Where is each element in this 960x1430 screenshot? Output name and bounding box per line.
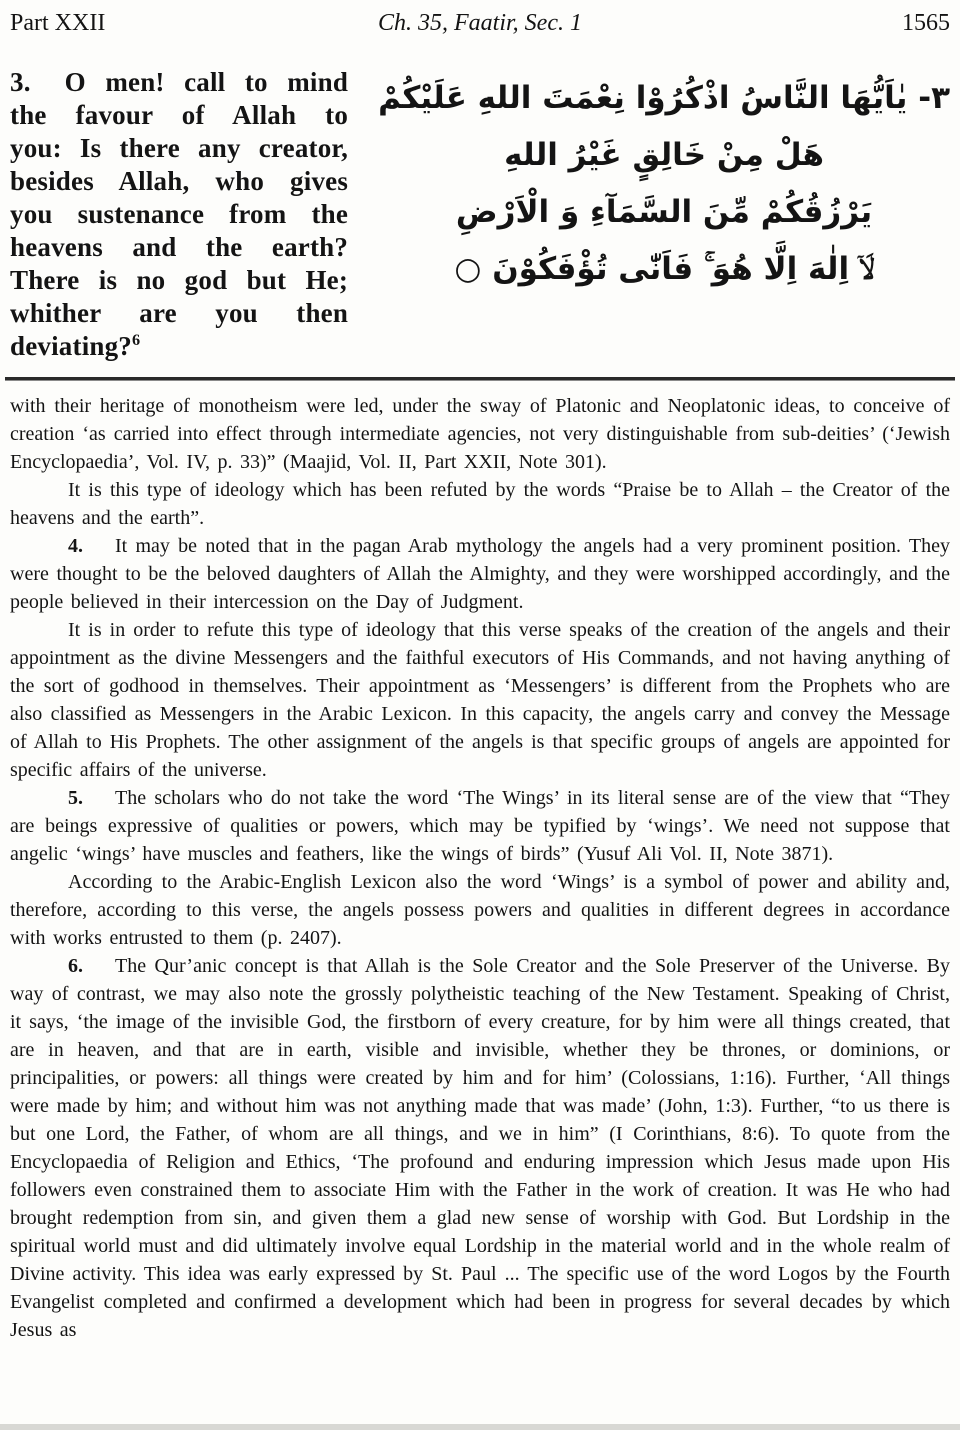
arabic-verse [348,66,950,363]
separator-rule [5,377,955,381]
note-number: 4. [68,535,83,557]
note-text: The scholars who do not take the word ‘The Wings’ in its literal sense are of the view that “They are beings expressive of qualities or powers, which may be typified by ‘wings’. We need not suppose that angelic ‘wings’ have muscles and feathers, like the wings of birds” (Yusuf Ali Vol. II, Note 3871). [10,787,950,865]
commentary-paragraph: It is this type of ideology which has been refuted by the words “Praise be to Allah – the Creator of the heavens and the earth”. [10,479,950,529]
note-text: The Qur’anic concept is that Allah is the Sole Creator and the Sole Preserver of the Universe. By way of contrast, we may also note the grossly polytheistic teaching of the New Testament. Speaking of Christ, it says, ‘the image of the invisible God, the firstborn of every creature, for by him were all things created, that are in heaven, and that are in earth, visible and invisible, whether they be thrones, or dominions, or principalities, or powers: all things were created by him and for him’ (Colossians, 1:16). Further, ‘All things were made by him; and without him was not anything made that was made’ (John, 1:3). Further, “to us there is but one Lord, the Father, of whom are all things, and we in him” (I Corinthians, 8:6). To quote from the Encyclopaedia of Religion and Ethics, ‘The profound and enduring impression which Jesus made upon His followers even constrained them to associate Him with the Father in the work of creation. It was He who had brought redemption from sin, and given them a glad new sense of worship with God. But Lordship in the spiritual world must and did ultimately involve equal Lordship in the material world and in the whole realm of Divine activity. This idea was early expressed by St. Paul ... The specific use of the word Logos by the Fourth Evangelist completed and confirmed a development which had been in progress for several decades by which Jesus as [10,955,950,1341]
arabic-line: لَاۤ اِلٰهَ اِلَّا هُوَ ۚ فَاَنّٰى تُؤْفَكُوْنَ ○ [454,251,874,287]
commentary-paragraph: It is in order to refute this type of ideology that this verse speaks of the creation of the angels and their appointment as the divine Messengers and the faithful executors of His Commands, and not having anything of the sort of godhood in themselves. Their appointment as ‘Messengers’ is different from the Prophets who are also classified as Messengers in the Arabic Lexicon. In this capacity, the angels carry and convey the Message of Allah to His Prophets. The other assignment of the angels is that specific groups of angels are appointed for specific affairs of the universe. [10,619,950,781]
footnote-marker: 6 [132,331,141,349]
arabic-line: يَرْزُقُكُمْ مِّنَ السَّمَآءِ وَ الْاَرْضِ [455,194,873,230]
note-number: 6. [68,955,83,977]
verse-translation-text: O men! call to mind the favour of Allah to you: Is there any creator, besides Allah, who gives you sustenance from the heavens and the earth? There is no god but He; whither are you then deviating? [10,67,349,361]
commentary-note-5 [10,784,950,868]
part-label: Part XXII [10,10,106,36]
commentary-paragraph: According to the Arabic-English Lexicon also the word ‘Wings’ is a symbol of power and ability and, therefore, according to this verse, the angels possess powers and qualities in different degrees in accordance with works entrusted to them (p. 2407). [10,871,950,949]
commentary-note-4 [10,532,950,616]
arabic-line: ٣- يٰاَيُّهَا النَّاسُ اذْكُرُوْا نِعْمَتَ اللهِ عَلَيْكُمْ [378,80,950,116]
commentary-section [10,392,950,1344]
page-number: 1565 [902,10,950,36]
page-header [10,8,950,38]
verse-translation [10,66,348,363]
arabic-line: هَلْ مِنْ خَالِقٍ غَيْرُ اللهِ [504,137,824,173]
commentary-paragraph: with their heritage of monotheism were led, under the sway of Platonic and Neoplatonic ideas, to conceive of creation ‘as carried into effect through intermediate agencies, not very distinguishable from sub-deities’ (‘Jewish Encyclopaedia’, Vol. IV, p. 33)” (Maajid, Vol. II, Part XXII, Note 301). [10,395,950,473]
note-number: 5. [68,787,83,809]
chapter-heading: Ch. 35, Faatir, Sec. 1 [378,10,582,36]
verse-number: 3. [10,67,31,97]
scan-bottom-edge [0,1424,960,1430]
commentary-note-6 [10,952,950,1344]
verse-section [10,66,950,363]
note-text: It may be noted that in the pagan Arab mythology the angels had a very prominent position. They were thought to be the beloved daughters of Allah the Almighty, and they were worshipped accordingly, and the people believed in their intercession on the Day of Judgment. [10,535,950,613]
